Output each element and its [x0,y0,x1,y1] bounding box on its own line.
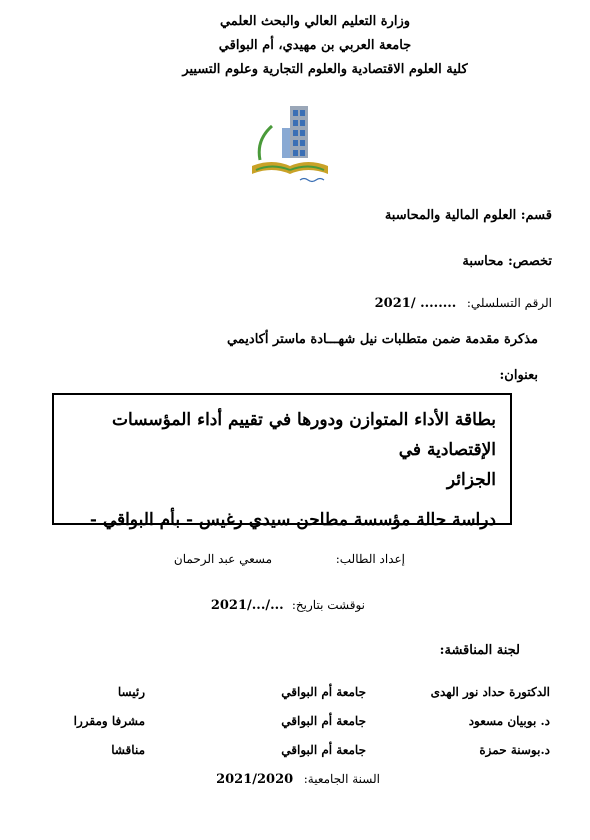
ministry-name: وزارة التعليم العالي والبحث العلمي [219,14,411,29]
committee-member-university: جامعة أم البواقي [281,714,366,728]
committee-member-name: د. بوبيان مسعود [468,714,550,728]
committee-member-name: الدكتورة حداد نور الهدى [430,685,550,699]
academic-year: 2021/2020 [216,772,294,787]
university-name: جامعة العربي بن مهيدي، أم البواقي [218,38,412,53]
memo-statement: مذكرة مقدمة ضمن متطلبات نيل شهـــادة ماستر أكاديمي [226,332,538,347]
thesis-title-line-2: الجزائر [446,470,496,490]
student-label: إعداد الطالب: [335,552,405,566]
faculty-name: كلية العلوم الاقتصادية والعلوم التجارية وعلوم التسيير [182,62,468,77]
defense-label: نوقشت بتاريخ: [291,598,365,612]
thesis-title-box [52,393,512,530]
specialty-line: تخصص: محاسبة [462,254,552,269]
defense-date-row [211,598,365,613]
committee-member-university: جامعة أم البواقي [281,743,366,757]
academic-year-label: السنة الجامعية: [303,772,380,786]
serial-number-row [375,296,552,311]
committee-member-university: جامعة أم البواقي [281,685,366,699]
committee-member-name: د.بوسنة حمزة [479,743,550,757]
thesis-title-line-1: بطاقة الأداء المتوازن ودورها في تقييم أداء المؤسسات الإقتصادية في [112,410,496,460]
committee-member-role: مناقشا [111,743,145,757]
student-name: مسعي عبد الرحمان [173,552,272,566]
title-label: بعنوان: [499,368,538,383]
committee-member-role: رئيسا [117,685,145,699]
serial-label: الرقم التسلسلي: [466,296,552,310]
institution-header [0,10,590,82]
university-logo-icon [242,100,338,196]
logo-tower [290,106,308,158]
committee-member-role: مشرفا ومقررا [73,714,145,728]
serial-value: ........ /2021 [374,296,457,311]
academic-year-row [216,772,380,787]
defense-date: .../.../2021 [210,598,284,613]
committee-label: لجنة المناقشة: [439,643,520,658]
university-logo-svg [242,100,338,196]
thesis-subtitle: دراسة حالة مؤسسة مطاحن سيدي رغيس - بأم البواقي - [89,510,496,530]
department-line: قسم: العلوم المالية والمحاسبة [384,208,552,223]
